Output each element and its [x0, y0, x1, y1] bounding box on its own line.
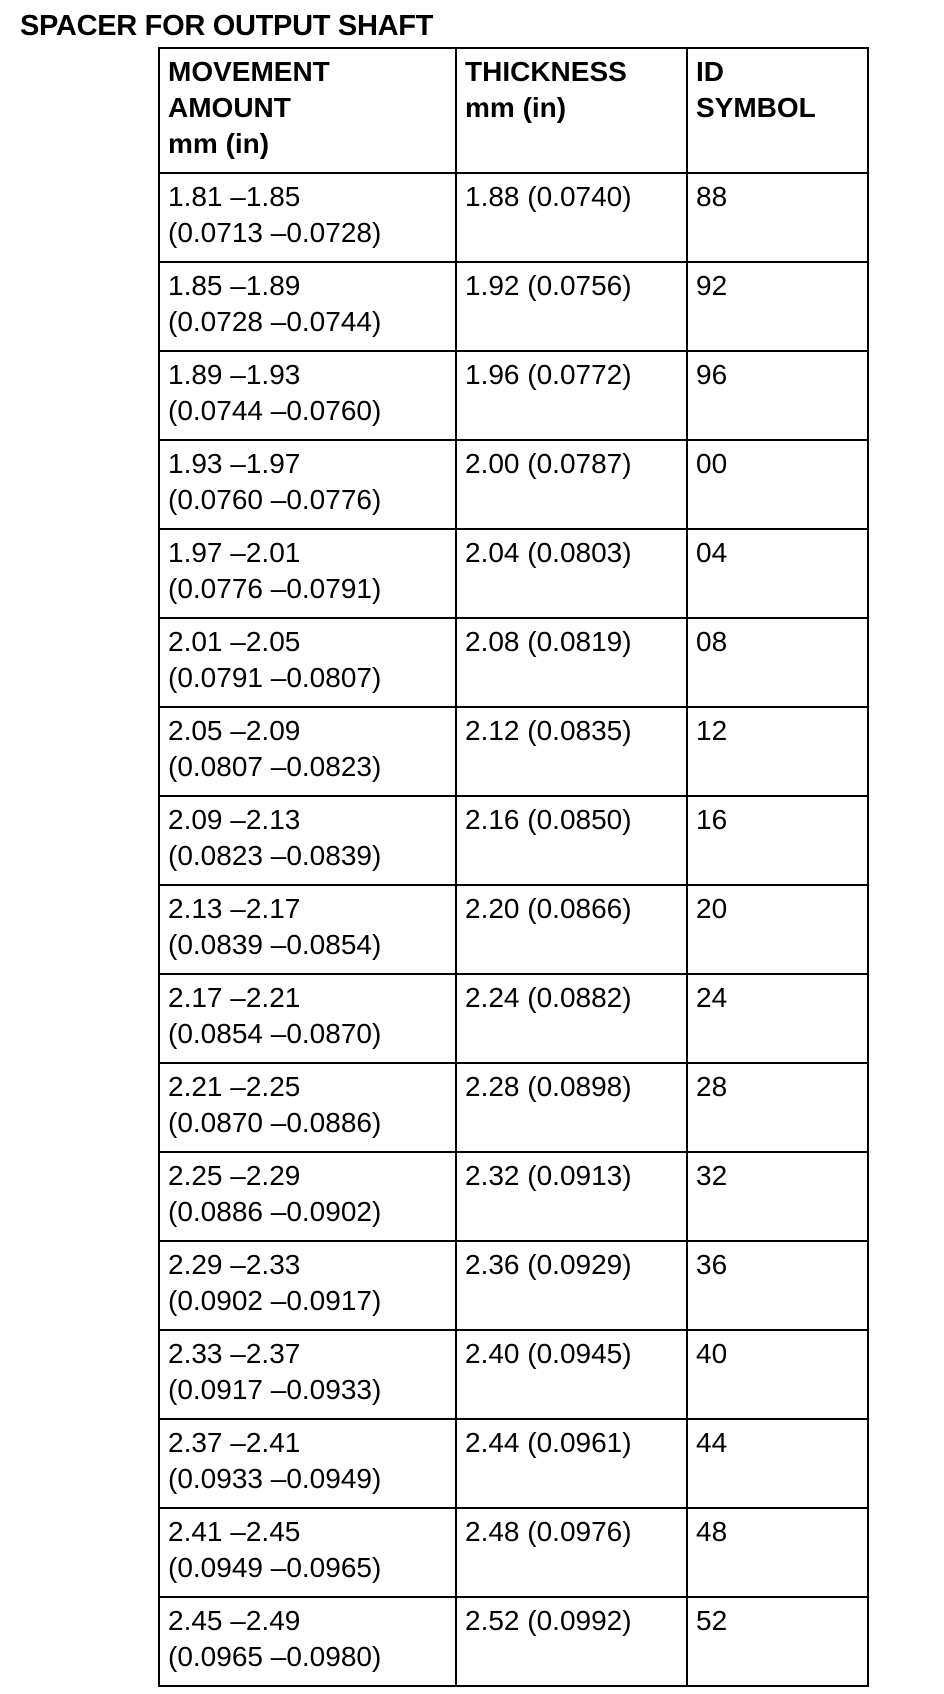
thickness-cell: [456, 262, 687, 351]
thickness-cell: [456, 173, 687, 262]
header-id-symbol: [687, 48, 868, 173]
movement-mm: 2.13 –2.17: [168, 893, 301, 924]
movement-amount-cell: [159, 974, 456, 1063]
table-row: [159, 974, 868, 1063]
movement-mm: 2.09 –2.13: [168, 804, 301, 835]
movement-in: (0.0839 –0.0854): [168, 929, 382, 960]
thickness-value: 2.36 (0.0929): [465, 1249, 632, 1280]
movement-amount-cell: [159, 173, 456, 262]
id-symbol-value: 12: [696, 715, 728, 746]
table-row: [159, 262, 868, 351]
movement-mm: 2.05 –2.09: [168, 715, 301, 746]
movement-in: (0.0760 –0.0776): [168, 484, 382, 515]
movement-amount-cell: [159, 1063, 456, 1152]
id-symbol-value: 32: [696, 1160, 728, 1191]
movement-mm: 2.25 –2.29: [168, 1160, 301, 1191]
table-row: [159, 173, 868, 262]
movement-amount-cell: [159, 618, 456, 707]
header-line: THICKNESS: [465, 56, 627, 87]
movement-amount-cell: [159, 529, 456, 618]
table-row: [159, 1241, 868, 1330]
movement-amount-cell: [159, 1241, 456, 1330]
id-symbol-value: 40: [696, 1338, 728, 1369]
movement-mm: 1.89 –1.93: [168, 359, 301, 390]
thickness-cell: [456, 1152, 687, 1241]
id-symbol-cell: [687, 1241, 868, 1330]
thickness-cell: [456, 440, 687, 529]
movement-amount-cell: [159, 1419, 456, 1508]
thickness-cell: [456, 1330, 687, 1419]
thickness-value: 1.92 (0.0756): [465, 270, 632, 301]
thickness-value: 2.32 (0.0913): [465, 1160, 632, 1191]
movement-in: (0.0917 –0.0933): [168, 1374, 382, 1405]
movement-amount-cell: [159, 796, 456, 885]
thickness-cell: [456, 796, 687, 885]
thickness-cell: [456, 1241, 687, 1330]
id-symbol-cell: [687, 1152, 868, 1241]
movement-in: (0.0933 –0.0949): [168, 1463, 382, 1494]
movement-mm: 1.85 –1.89: [168, 270, 301, 301]
movement-amount-cell: [159, 440, 456, 529]
id-symbol-value: 20: [696, 893, 728, 924]
header-line: ID: [696, 56, 724, 87]
table-row: [159, 529, 868, 618]
thickness-cell: [456, 885, 687, 974]
movement-amount-cell: [159, 1330, 456, 1419]
header-line: AMOUNT: [168, 92, 291, 123]
thickness-cell: [456, 351, 687, 440]
thickness-value: 1.96 (0.0772): [465, 359, 632, 390]
movement-in: (0.0949 –0.0965): [168, 1552, 382, 1583]
thickness-value: 2.00 (0.0787): [465, 448, 632, 479]
table-body: [159, 173, 868, 1686]
header-thickness: [456, 48, 687, 173]
movement-amount-cell: [159, 1152, 456, 1241]
id-symbol-value: 52: [696, 1605, 728, 1636]
movement-mm: 2.17 –2.21: [168, 982, 301, 1013]
movement-in: (0.0791 –0.0807): [168, 662, 382, 693]
movement-in: (0.0776 –0.0791): [168, 573, 382, 604]
id-symbol-cell: [687, 262, 868, 351]
id-symbol-cell: [687, 1063, 868, 1152]
thickness-cell: [456, 707, 687, 796]
thickness-value: 2.08 (0.0819): [465, 626, 632, 657]
id-symbol-cell: [687, 1419, 868, 1508]
thickness-cell: [456, 974, 687, 1063]
movement-mm: 1.81 –1.85: [168, 181, 301, 212]
movement-amount-cell: [159, 262, 456, 351]
id-symbol-cell: [687, 1597, 868, 1686]
thickness-value: 1.88 (0.0740): [465, 181, 632, 212]
thickness-cell: [456, 1508, 687, 1597]
page-title: SPACER FOR OUTPUT SHAFT: [20, 10, 434, 42]
movement-amount-cell: [159, 1508, 456, 1597]
thickness-cell: [456, 618, 687, 707]
movement-mm: 2.33 –2.37: [168, 1338, 301, 1369]
thickness-value: 2.28 (0.0898): [465, 1071, 632, 1102]
table-row: [159, 1152, 868, 1241]
id-symbol-value: 04: [696, 537, 728, 568]
table-row: [159, 707, 868, 796]
thickness-value: 2.16 (0.0850): [465, 804, 632, 835]
movement-in: (0.0965 –0.0980): [168, 1641, 382, 1672]
movement-mm: 1.93 –1.97: [168, 448, 301, 479]
id-symbol-value: 44: [696, 1427, 728, 1458]
movement-amount-cell: [159, 707, 456, 796]
thickness-value: 2.40 (0.0945): [465, 1338, 632, 1369]
thickness-value: 2.24 (0.0882): [465, 982, 632, 1013]
table-row: [159, 1330, 868, 1419]
movement-in: (0.0713 –0.0728): [168, 217, 382, 248]
thickness-cell: [456, 1419, 687, 1508]
thickness-cell: [456, 1063, 687, 1152]
table-row: [159, 1597, 868, 1686]
header-line: mm (in): [168, 128, 270, 159]
id-symbol-cell: [687, 1330, 868, 1419]
thickness-value: 2.48 (0.0976): [465, 1516, 632, 1547]
table-row: [159, 1063, 868, 1152]
table-row: [159, 1419, 868, 1508]
id-symbol-cell: [687, 173, 868, 262]
id-symbol-cell: [687, 351, 868, 440]
header-line: MOVEMENT: [168, 56, 330, 87]
id-symbol-value: 96: [696, 359, 728, 390]
movement-amount-cell: [159, 1597, 456, 1686]
id-symbol-cell: [687, 529, 868, 618]
movement-mm: 2.37 –2.41: [168, 1427, 301, 1458]
id-symbol-value: 28: [696, 1071, 728, 1102]
movement-amount-cell: [159, 885, 456, 974]
thickness-cell: [456, 1597, 687, 1686]
movement-in: (0.0744 –0.0760): [168, 395, 382, 426]
id-symbol-value: 00: [696, 448, 728, 479]
movement-mm: 2.21 –2.25: [168, 1071, 301, 1102]
thickness-value: 2.12 (0.0835): [465, 715, 632, 746]
id-symbol-cell: [687, 796, 868, 885]
id-symbol-value: 48: [696, 1516, 728, 1547]
header-line: SYMBOL: [696, 92, 816, 123]
id-symbol-value: 88: [696, 181, 728, 212]
movement-in: (0.0870 –0.0886): [168, 1107, 382, 1138]
thickness-value: 2.52 (0.0992): [465, 1605, 632, 1636]
id-symbol-value: 24: [696, 982, 728, 1013]
id-symbol-cell: [687, 1508, 868, 1597]
id-symbol-cell: [687, 974, 868, 1063]
movement-mm: 1.97 –2.01: [168, 537, 301, 568]
id-symbol-cell: [687, 618, 868, 707]
header-line: mm (in): [465, 92, 567, 123]
movement-mm: 2.29 –2.33: [168, 1249, 301, 1280]
table-row: [159, 351, 868, 440]
thickness-value: 2.04 (0.0803): [465, 537, 632, 568]
id-symbol-value: 92: [696, 270, 728, 301]
id-symbol-cell: [687, 707, 868, 796]
movement-mm: 2.01 –2.05: [168, 626, 301, 657]
spacer-table: [158, 47, 869, 1687]
id-symbol-value: 16: [696, 804, 728, 835]
id-symbol-value: 36: [696, 1249, 728, 1280]
movement-in: (0.0886 –0.0902): [168, 1196, 382, 1227]
table-row: [159, 796, 868, 885]
id-symbol-value: 08: [696, 626, 728, 657]
movement-in: (0.0823 –0.0839): [168, 840, 382, 871]
id-symbol-cell: [687, 885, 868, 974]
header-movement-amount: [159, 48, 456, 173]
thickness-cell: [456, 529, 687, 618]
table-row: [159, 1508, 868, 1597]
table-header-row: [159, 48, 868, 173]
movement-in: (0.0728 –0.0744): [168, 306, 382, 337]
thickness-value: 2.20 (0.0866): [465, 893, 632, 924]
table-row: [159, 440, 868, 529]
thickness-value: 2.44 (0.0961): [465, 1427, 632, 1458]
movement-in: (0.0854 –0.0870): [168, 1018, 382, 1049]
id-symbol-cell: [687, 440, 868, 529]
movement-in: (0.0902 –0.0917): [168, 1285, 382, 1316]
table-row: [159, 885, 868, 974]
movement-mm: 2.45 –2.49: [168, 1605, 301, 1636]
movement-in: (0.0807 –0.0823): [168, 751, 382, 782]
table-row: [159, 618, 868, 707]
movement-mm: 2.41 –2.45: [168, 1516, 301, 1547]
movement-amount-cell: [159, 351, 456, 440]
